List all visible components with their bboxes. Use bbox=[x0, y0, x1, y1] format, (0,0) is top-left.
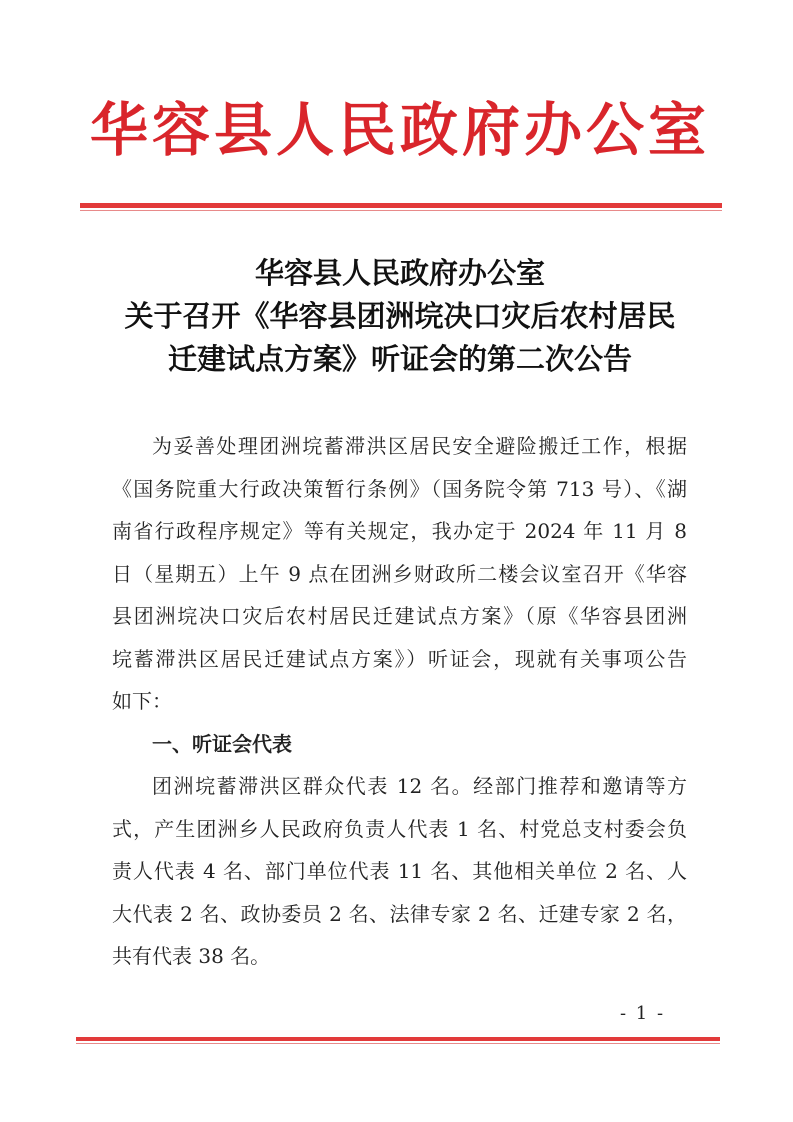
body-line: 为妥善处理团洲垸蓄滞洪区居民安全避险搬迁工作，根据 bbox=[152, 434, 687, 458]
page-number: - 1 - bbox=[620, 1003, 666, 1024]
body-line: 县团洲垸决口灾后农村居民迁建试点方案》（原《华容县团洲 bbox=[112, 604, 687, 628]
title-line: 迁建试点方案》听证会的第二次公告 bbox=[167, 342, 632, 376]
header-red-rule bbox=[80, 203, 722, 208]
issuer-header: 华容县人民政府办公室 bbox=[89, 96, 710, 164]
body-line: 团洲垸蓄滞洪区群众代表 12 名。经部门推荐和邀请等方 bbox=[152, 774, 687, 798]
title-line: 关于召开《华容县团洲垸决口灾后农村居民 bbox=[124, 299, 676, 333]
body-line: 垸蓄滞洪区居民迁建试点方案》）听证会，现就有关事项公告 bbox=[112, 646, 687, 671]
body-line: 《国务院重大行政决策暂行条例》（国务院令第 713 号）、《湖 bbox=[112, 476, 687, 501]
body-line: 式，产生团洲乡人民政府负责人代表 1 名、村党总支村委会负 bbox=[112, 816, 687, 841]
title-line: 华容县人民政府办公室 bbox=[254, 256, 545, 290]
header-red-rule-thin bbox=[80, 210, 722, 211]
body-line: 南省行政程序规定》等有关规定，我办定于 2024 年 11 月 8 bbox=[112, 519, 687, 543]
footer-red-rule bbox=[76, 1037, 720, 1041]
body-line: 日（星期五）上午 9 点在团洲乡财政所二楼会议室召开《华容 bbox=[112, 561, 687, 586]
footer-red-rule-thin bbox=[76, 1043, 720, 1044]
body-line: 如下： bbox=[112, 689, 172, 713]
document-title bbox=[80, 252, 720, 381]
body-line: 责人代表 4 名、部门单位代表 11 名、其他相关单位 2 名、人 bbox=[112, 859, 687, 883]
section-heading: 一、听证会代表 bbox=[152, 731, 292, 756]
document-body bbox=[112, 425, 687, 978]
body-line: 共有代表 38 名。 bbox=[112, 944, 271, 968]
body-line: 大代表 2 名、政协委员 2 名、法律专家 2 名、迁建专家 2 名， bbox=[112, 901, 687, 926]
